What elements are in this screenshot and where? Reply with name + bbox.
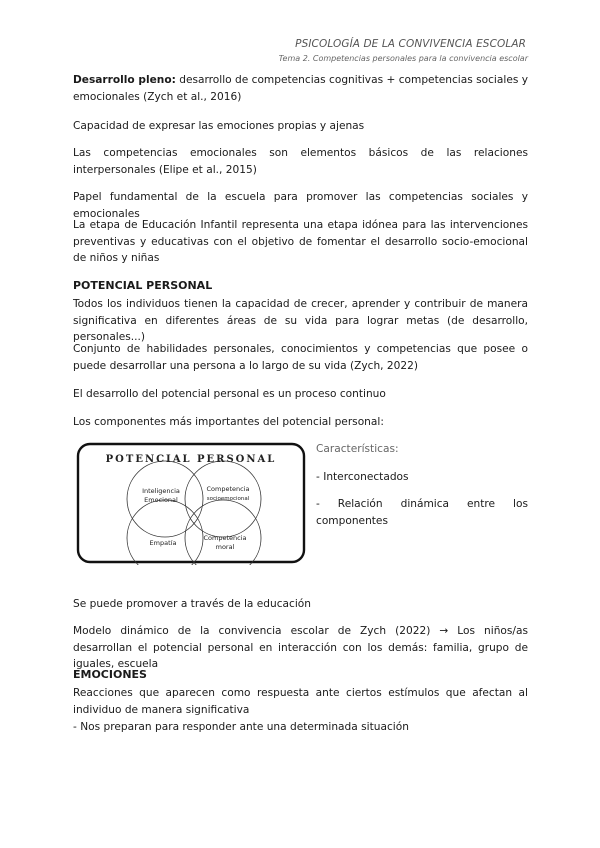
promover-paragraph: Se puede promover a través de la educación [73, 598, 311, 610]
caracteristicas-block [316, 441, 528, 529]
potencial-p3: El desarrollo del potencial personal es un proceso continuo [73, 388, 386, 400]
intro-bold: Desarrollo pleno: [73, 74, 176, 86]
circle3-label: Empatía [149, 539, 177, 547]
heading-potencial: POTENCIAL PERSONAL [73, 279, 213, 292]
heading-emociones: EMOCIONES [73, 668, 147, 681]
circle2-label-1: Competencia [206, 485, 250, 493]
header-title: PSICOLOGÍA DE LA CONVIVENCIA ESCOLAR [295, 38, 526, 50]
paragraph-3: Papel fundamental de la escuela para promover las competencias sociales y emocionales [73, 191, 528, 220]
paragraph-1: Capacidad de expresar las emociones propias y ajenas [73, 120, 365, 132]
potencial-p1: Todos los individuos tienen la capacidad de crecer, aprender y contribuir de manera significativa en diferentes áreas de su vida para lograr metas (de desarrollo, personales...) [73, 298, 528, 343]
modelo-paragraph: Modelo dinámico de la convivencia escolar de Zych (2022) → Los niños/as desarrollan el potencial personal en interacción con los demás: familia, grupo de iguales, escuela [73, 625, 528, 670]
caracteristicas-title: Características: [316, 443, 399, 455]
circle1-label-1: Inteligencia [142, 487, 180, 495]
intro-paragraph [73, 72, 528, 105]
potencial-diagram [75, 441, 307, 565]
diagram-title: POTENCIAL PERSONAL [105, 454, 277, 465]
header-subtitle: Tema 2. Competencias personales para la convivencia escolar [278, 54, 528, 63]
emociones-line-2: - Nos preparan para responder ante una determinada situación [73, 721, 409, 733]
potencial-p4: Los componentes más importantes del potencial personal: [73, 416, 384, 428]
circle4-label-1: Competencia [203, 534, 247, 542]
paragraph-4: La etapa de Educación Infantil representa una etapa idónea para las intervenciones preventivas y educativas con el objetivo de fomentar el desarrollo socio-emocional de niños y niñas [73, 219, 528, 264]
caracteristicas-item-2: - Relación dinámica entre los componentes [316, 498, 528, 527]
potencial-p2: Conjunto de habilidades personales, conocimientos y competencias que posee o puede desarrollar una persona a lo largo de su vida (Zych, 2022) [73, 343, 528, 372]
circle4-label-2: moral [215, 543, 235, 551]
circle1-label-2: Emocional [144, 496, 178, 504]
paragraph-2: Las competencias emocionales son elementos básicos de las relaciones interpersonales (Elipe et al., 2015) [73, 147, 528, 176]
caracteristicas-item-1: - Interconectados [316, 470, 409, 483]
intro-text: desarrollo de competencias cognitivas + competencias sociales y emocionales (Zych et al., 2016) [73, 74, 528, 103]
circle2-label-2: socioemocional [206, 496, 250, 502]
emociones-line-1: Reacciones que aparecen como respuesta ante ciertos estímulos que afectan al individuo de manera significativa [73, 687, 528, 716]
